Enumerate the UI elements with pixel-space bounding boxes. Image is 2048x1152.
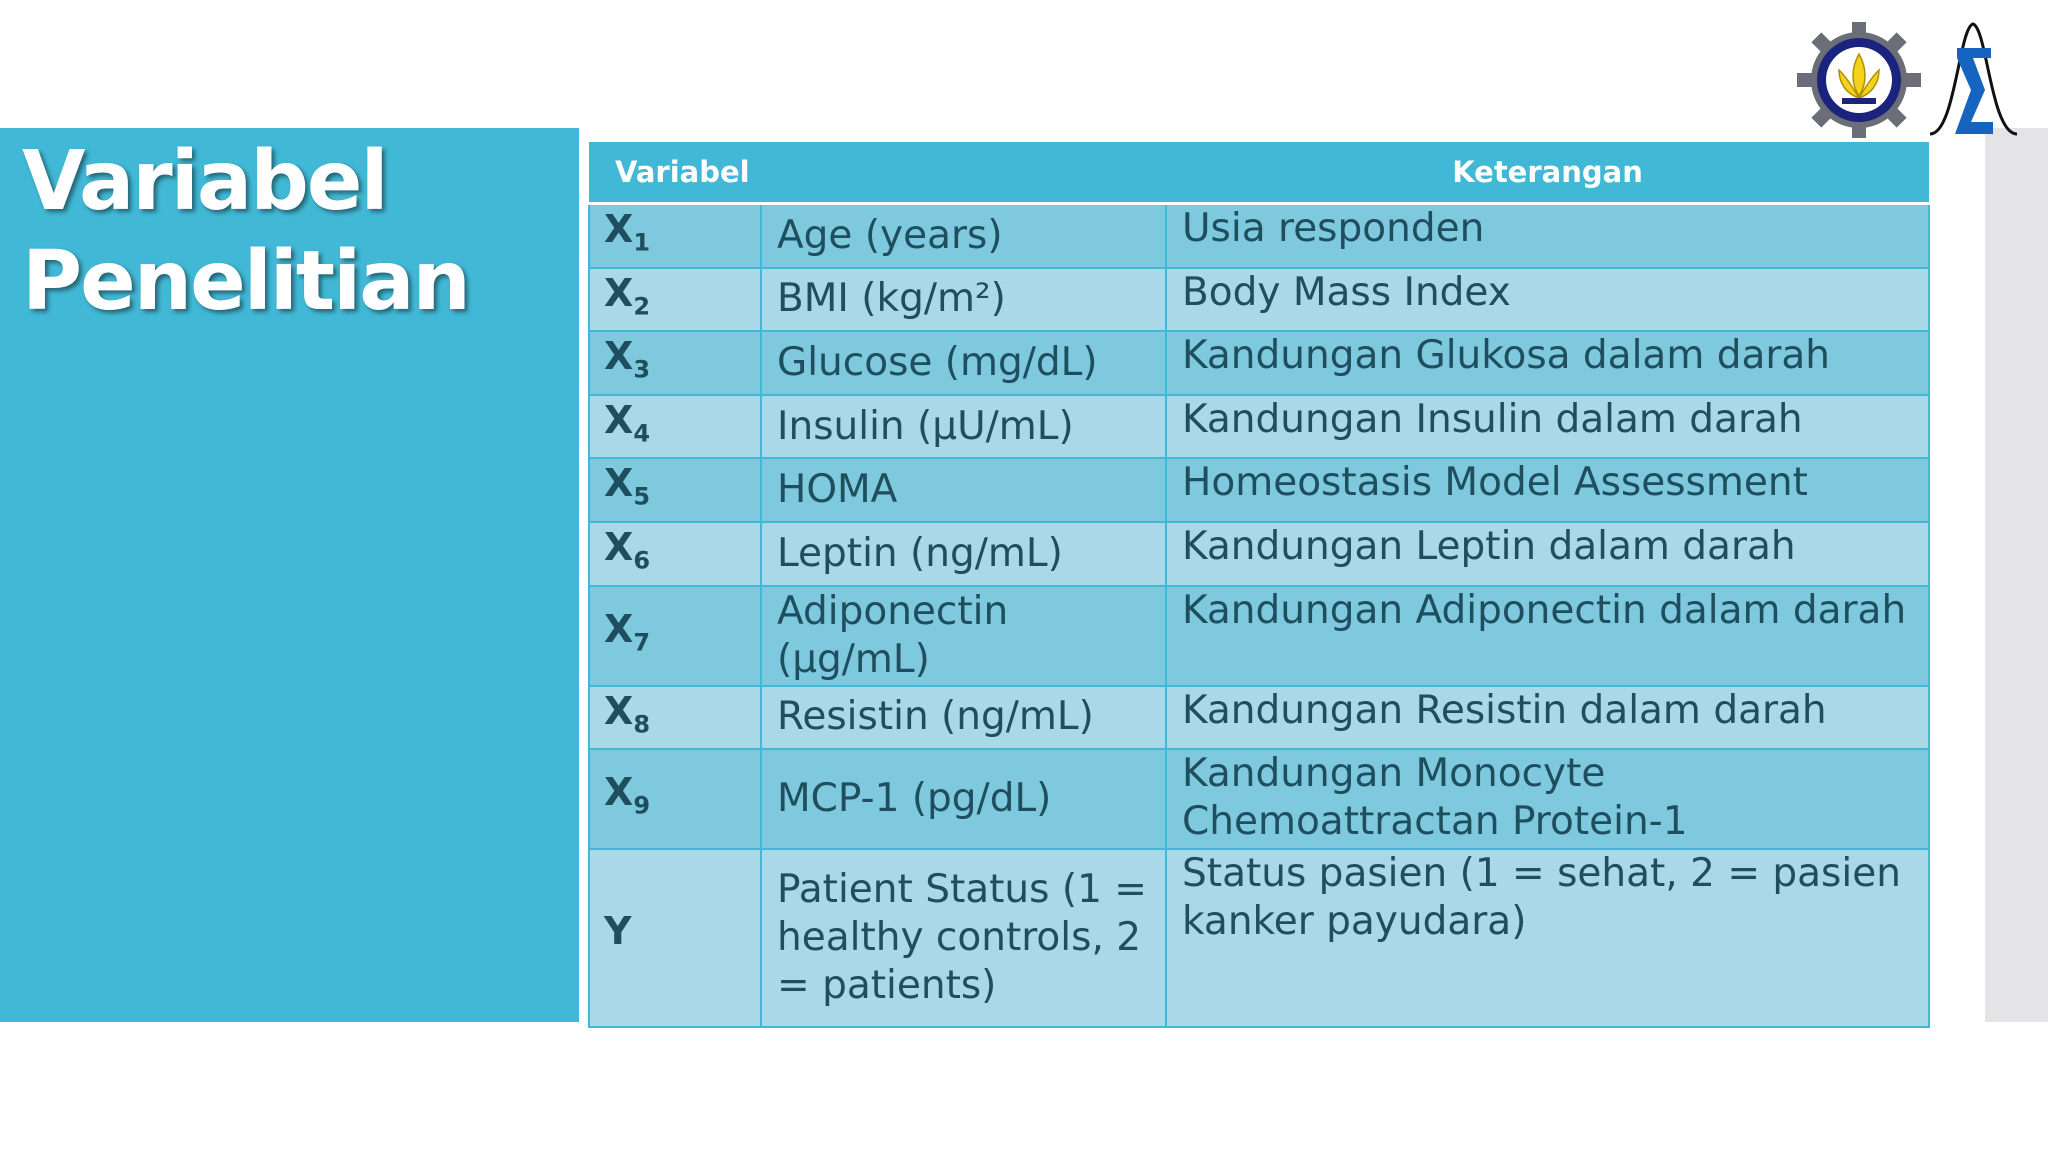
row-description: Kandungan Leptin dalam darah xyxy=(1166,522,1929,586)
table-row xyxy=(589,331,1929,395)
row-variable: Glucose (mg/dL) xyxy=(761,331,1166,395)
table-row xyxy=(589,849,1929,1027)
title-line-1: Variabel xyxy=(22,134,387,229)
table-row xyxy=(589,749,1929,849)
row-symbol: $X_8$ xyxy=(589,686,761,750)
row-variable: Insulin (µU/mL) xyxy=(761,395,1166,459)
right-decor-strip xyxy=(1985,128,2048,1022)
title-line-2: Penelitian xyxy=(22,234,469,329)
row-description: Homeostasis Model Assessment xyxy=(1166,458,1929,522)
table-row xyxy=(589,268,1929,332)
row-variable: Patient Status (1 = healthy controls, 2 = patients) xyxy=(761,849,1166,1027)
table-row xyxy=(589,586,1929,686)
table-row xyxy=(589,395,1929,459)
row-description: Kandungan Monocyte Chemoattractan Protein-1 xyxy=(1166,749,1929,849)
row-description: Status pasien (1 = sehat, 2 = pasien kanker payudara) xyxy=(1166,849,1929,1027)
row-variable: Leptin (ng/mL) xyxy=(761,522,1166,586)
row-symbol: Y xyxy=(589,849,761,1027)
row-description: Kandungan Adiponectin dalam darah xyxy=(1166,586,1929,686)
row-symbol: $X_2$ xyxy=(589,268,761,332)
row-symbol: $X_4$ xyxy=(589,395,761,459)
row-variable: Resistin (ng/mL) xyxy=(761,686,1166,750)
row-symbol: $X_5$ xyxy=(589,458,761,522)
row-variable: MCP-1 (pg/dL) xyxy=(761,749,1166,849)
row-description: Usia responden xyxy=(1166,204,1929,268)
row-variable: Age (years) xyxy=(761,204,1166,268)
table-row xyxy=(589,458,1929,522)
header-keterangan: Keterangan xyxy=(1166,142,1929,204)
row-variable: Adiponectin (µg/mL) xyxy=(761,586,1166,686)
gear-lotus-logo xyxy=(1797,22,1921,138)
row-symbol: $X_9$ xyxy=(589,749,761,849)
table-row xyxy=(589,686,1929,750)
sigma-logo xyxy=(1930,24,2017,134)
row-description: Body Mass Index xyxy=(1166,268,1929,332)
variable-table-container xyxy=(588,142,1928,1028)
row-description: Kandungan Resistin dalam darah xyxy=(1166,686,1929,750)
slide-title xyxy=(22,132,469,332)
row-symbol: $X_6$ xyxy=(589,522,761,586)
row-symbol: $X_7$ xyxy=(589,586,761,686)
table-row xyxy=(589,204,1929,268)
row-variable: HOMA xyxy=(761,458,1166,522)
table-row xyxy=(589,522,1929,586)
table-header-row xyxy=(589,142,1929,204)
row-description: Kandungan Insulin dalam darah xyxy=(1166,395,1929,459)
logos xyxy=(1795,18,2025,142)
header-variabel: Variabel xyxy=(589,142,1166,204)
variable-table xyxy=(588,142,1930,1028)
row-variable: BMI (kg/m²) xyxy=(761,268,1166,332)
title-panel xyxy=(0,128,579,1022)
row-symbol: $X_3$ xyxy=(589,331,761,395)
row-symbol: $X_1$ xyxy=(589,204,761,268)
row-description: Kandungan Glukosa dalam darah xyxy=(1166,331,1929,395)
